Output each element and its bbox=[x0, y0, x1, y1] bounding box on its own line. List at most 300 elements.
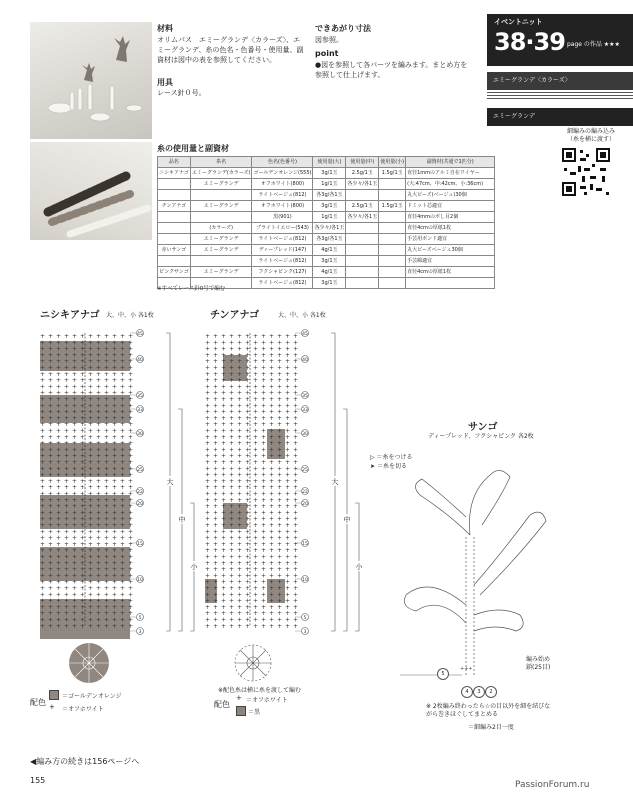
svg-text:+: + bbox=[245, 534, 251, 542]
svg-text:+: + bbox=[40, 433, 46, 441]
svg-text:+: + bbox=[120, 616, 126, 624]
svg-text:+: + bbox=[245, 559, 251, 567]
svg-text:+: + bbox=[221, 339, 227, 347]
svg-text:+: + bbox=[245, 597, 251, 605]
svg-text:+: + bbox=[269, 364, 275, 372]
svg-text:+: + bbox=[120, 553, 126, 561]
svg-text:+: + bbox=[269, 370, 275, 378]
svg-text:+: + bbox=[40, 477, 46, 485]
svg-text:+: + bbox=[285, 540, 291, 548]
row-marker-label: 10 bbox=[137, 577, 143, 583]
svg-text:+: + bbox=[64, 540, 70, 548]
svg-text:+: + bbox=[277, 408, 283, 416]
svg-text:+: + bbox=[40, 616, 46, 624]
svg-text:+: + bbox=[88, 414, 94, 422]
svg-text:+: + bbox=[261, 553, 267, 561]
svg-text:+: + bbox=[245, 402, 251, 410]
svg-text:+: + bbox=[213, 351, 219, 359]
svg-text:+: + bbox=[253, 333, 259, 340]
svg-text:+: + bbox=[104, 522, 110, 529]
svg-text:+: + bbox=[293, 465, 299, 473]
svg-text:+: + bbox=[104, 610, 110, 618]
svg-text:+: + bbox=[128, 452, 134, 460]
svg-text:+: + bbox=[120, 610, 126, 618]
svg-text:+: + bbox=[80, 484, 86, 492]
table-row bbox=[158, 245, 495, 256]
svg-text:+: + bbox=[293, 358, 299, 366]
svg-text:+: + bbox=[72, 351, 78, 359]
svg-text:+: + bbox=[285, 490, 291, 498]
svg-text:+: + bbox=[285, 370, 291, 378]
svg-text:+: + bbox=[229, 572, 235, 580]
svg-text:+: + bbox=[253, 364, 259, 372]
svg-text:+: + bbox=[237, 333, 243, 340]
svg-text:+: + bbox=[80, 433, 86, 441]
svg-text:+: + bbox=[128, 339, 134, 347]
svg-text:+: + bbox=[104, 597, 110, 605]
svg-text:+: + bbox=[293, 622, 299, 630]
svg-text:+: + bbox=[112, 377, 118, 385]
svg-text:+: + bbox=[120, 528, 126, 536]
svg-text:+: + bbox=[269, 547, 275, 555]
svg-text:+: + bbox=[229, 427, 235, 435]
table-cell: ピンクサンゴ bbox=[158, 267, 191, 278]
svg-text:+: + bbox=[112, 433, 118, 441]
svg-text:+: + bbox=[128, 509, 134, 517]
svg-text:+: + bbox=[88, 585, 94, 592]
svg-text:+: + bbox=[245, 414, 251, 422]
svg-text:+: + bbox=[245, 578, 251, 586]
svg-text:+: + bbox=[88, 484, 94, 492]
svg-text:+: + bbox=[253, 503, 259, 511]
svg-text:+: + bbox=[293, 402, 299, 410]
svg-text:+: + bbox=[88, 333, 94, 340]
svg-text:+: + bbox=[285, 351, 291, 359]
svg-text:+: + bbox=[229, 522, 235, 529]
svg-text:+: + bbox=[120, 477, 126, 485]
coral-attach-legend: ▷ ＝糸をつける bbox=[370, 454, 413, 461]
svg-text:+: + bbox=[229, 421, 235, 429]
svg-text:+: + bbox=[64, 402, 70, 410]
svg-text:+: + bbox=[88, 446, 94, 454]
table-header: 副資材(共通で1匹分) bbox=[406, 157, 495, 168]
svg-text:+: + bbox=[229, 490, 235, 498]
table-header: 糸名 bbox=[190, 157, 252, 168]
table-cell bbox=[158, 190, 191, 201]
svg-text:+: + bbox=[104, 377, 110, 385]
table-cell bbox=[346, 245, 379, 256]
svg-text:+: + bbox=[293, 509, 299, 517]
svg-text:+: + bbox=[64, 578, 70, 586]
svg-text:+: + bbox=[205, 351, 211, 359]
svg-text:+: + bbox=[213, 370, 219, 378]
svg-text:+: + bbox=[96, 345, 102, 353]
svg-text:+: + bbox=[293, 490, 299, 498]
table-cell bbox=[346, 278, 379, 289]
svg-text:+: + bbox=[237, 421, 243, 429]
svg-text:+: + bbox=[64, 616, 70, 624]
svg-text:+: + bbox=[56, 522, 62, 529]
svg-text:+: + bbox=[56, 358, 62, 366]
svg-text:+: + bbox=[64, 452, 70, 460]
svg-text:+: + bbox=[64, 433, 70, 441]
svg-text:+: + bbox=[285, 597, 291, 605]
svg-text:+: + bbox=[56, 572, 62, 580]
svg-text:+: + bbox=[72, 358, 78, 366]
eel-figures bbox=[30, 142, 152, 240]
svg-text:+: + bbox=[112, 452, 118, 460]
svg-text:+: + bbox=[40, 603, 46, 611]
svg-text:+: + bbox=[213, 591, 219, 599]
svg-text:+: + bbox=[88, 622, 94, 630]
svg-text:+: + bbox=[64, 465, 70, 473]
svg-text:+: + bbox=[261, 610, 267, 618]
svg-text:+: + bbox=[277, 459, 283, 466]
qr-code-icon[interactable] bbox=[562, 148, 610, 196]
svg-text:+: + bbox=[261, 547, 267, 555]
svg-text:+: + bbox=[253, 553, 259, 561]
size-bracket-label: 小 bbox=[190, 563, 198, 571]
svg-text:+: + bbox=[269, 345, 275, 353]
svg-text:+: + bbox=[253, 603, 259, 611]
svg-text:+: + bbox=[253, 484, 259, 492]
svg-text:+: + bbox=[213, 440, 219, 448]
svg-text:+: + bbox=[80, 578, 86, 586]
svg-text:+: + bbox=[120, 559, 126, 567]
qr-caption-1: 細編みの編み込み bbox=[566, 128, 615, 135]
svg-text:+: + bbox=[261, 402, 267, 410]
svg-text:+: + bbox=[253, 591, 259, 599]
svg-text:+: + bbox=[253, 540, 259, 548]
svg-text:+: + bbox=[285, 484, 291, 492]
svg-text:+: + bbox=[221, 358, 227, 366]
svg-text:+: + bbox=[128, 572, 134, 580]
svg-text:+: + bbox=[253, 396, 259, 403]
svg-text:+: + bbox=[253, 459, 259, 466]
svg-text:+: + bbox=[229, 547, 235, 555]
svg-text:+: + bbox=[96, 534, 102, 542]
table-cell bbox=[158, 256, 191, 267]
svg-text:+: + bbox=[261, 616, 267, 624]
svg-text:+: + bbox=[213, 540, 219, 548]
point-body: ●図を参照して各パーツを編みます。まとめ方を参照して仕上げます。 bbox=[315, 61, 468, 79]
svg-text:+: + bbox=[213, 484, 219, 492]
svg-text:+: + bbox=[128, 389, 134, 397]
svg-text:+: + bbox=[269, 408, 275, 416]
table-cell: 1.5g/1玉 bbox=[379, 201, 406, 212]
svg-text:+: + bbox=[245, 566, 251, 574]
svg-text:+: + bbox=[40, 578, 46, 586]
svg-text:+: + bbox=[245, 396, 251, 403]
table-cell bbox=[379, 245, 406, 256]
svg-text:+: + bbox=[269, 452, 275, 460]
svg-text:+: + bbox=[120, 421, 126, 429]
svg-text:+: + bbox=[88, 465, 94, 473]
svg-text:+: + bbox=[261, 585, 267, 592]
svg-text:+: + bbox=[48, 503, 54, 511]
svg-text:+: + bbox=[80, 490, 86, 498]
table-cell: 3g/1玉 bbox=[313, 256, 346, 267]
svg-text:+: + bbox=[96, 477, 102, 485]
svg-text:+: + bbox=[229, 440, 235, 448]
svg-text:+: + bbox=[48, 566, 54, 574]
svg-text:+: + bbox=[245, 616, 251, 624]
svg-text:+: + bbox=[277, 427, 283, 435]
svg-text:+: + bbox=[80, 364, 86, 372]
svg-text:+: + bbox=[221, 490, 227, 498]
row-marker-label: 15 bbox=[302, 541, 308, 547]
svg-text:+: + bbox=[80, 389, 86, 397]
svg-text:+: + bbox=[104, 515, 110, 523]
svg-text:+: + bbox=[237, 414, 243, 422]
svg-text:+: + bbox=[128, 490, 134, 498]
svg-text:+: + bbox=[213, 578, 219, 586]
svg-text:+: + bbox=[269, 333, 275, 340]
table-cell bbox=[158, 212, 191, 223]
table-cell: エミーグランデ bbox=[190, 267, 252, 278]
svg-text:+: + bbox=[40, 333, 46, 340]
svg-text:+: + bbox=[128, 427, 134, 435]
svg-text:+: + bbox=[56, 540, 62, 548]
svg-text:+: + bbox=[80, 345, 86, 353]
svg-text:+: + bbox=[104, 433, 110, 441]
svg-text:+: + bbox=[72, 503, 78, 511]
svg-text:+: + bbox=[56, 433, 62, 441]
svg-text:+: + bbox=[72, 610, 78, 618]
coral-stitch-diagram bbox=[370, 455, 590, 705]
svg-text:+: + bbox=[56, 622, 62, 630]
svg-text:+: + bbox=[213, 459, 219, 466]
svg-text:+: + bbox=[237, 591, 243, 599]
svg-text:+: + bbox=[261, 484, 267, 492]
yarn-bar-1 bbox=[487, 72, 633, 90]
svg-text:+: + bbox=[128, 459, 134, 466]
svg-text:+: + bbox=[277, 610, 283, 618]
svg-text:+: + bbox=[213, 553, 219, 561]
table-cell: ライトベージュ(812) bbox=[252, 190, 313, 201]
svg-text:+: + bbox=[104, 528, 110, 536]
svg-text:+: + bbox=[253, 610, 259, 618]
svg-text:+: + bbox=[285, 528, 291, 536]
svg-text:+: + bbox=[277, 421, 283, 429]
svg-text:+: + bbox=[205, 339, 211, 347]
svg-text:+: + bbox=[237, 490, 243, 498]
table-cell bbox=[158, 223, 191, 234]
svg-text:+: + bbox=[205, 553, 211, 561]
svg-text:+: + bbox=[96, 503, 102, 511]
svg-text:+: + bbox=[213, 339, 219, 347]
svg-text:+: + bbox=[88, 433, 94, 441]
svg-text:+: + bbox=[72, 414, 78, 422]
svg-text:+: + bbox=[253, 496, 259, 504]
svg-text:+: + bbox=[277, 358, 283, 366]
svg-text:+: + bbox=[253, 585, 259, 592]
svg-text:+: + bbox=[205, 566, 211, 574]
svg-text:+: + bbox=[120, 572, 126, 580]
svg-text:+: + bbox=[245, 364, 251, 372]
svg-text:+: + bbox=[253, 566, 259, 574]
table-row bbox=[158, 179, 495, 190]
row-marker-label: 35 bbox=[137, 393, 143, 399]
svg-text:+: + bbox=[88, 402, 94, 410]
svg-text:+: + bbox=[72, 553, 78, 561]
svg-text:+: + bbox=[80, 496, 86, 504]
svg-text:+: + bbox=[253, 414, 259, 422]
svg-text:+: + bbox=[277, 414, 283, 422]
svg-text:+: + bbox=[213, 421, 219, 429]
svg-text:+: + bbox=[205, 484, 211, 492]
svg-text:+: + bbox=[205, 559, 211, 567]
svg-text:+: + bbox=[112, 534, 118, 542]
table-cell bbox=[158, 234, 191, 245]
svg-text:+: + bbox=[205, 402, 211, 410]
svg-text:+: + bbox=[285, 345, 291, 353]
svg-text:+: + bbox=[128, 383, 134, 391]
svg-text:+: + bbox=[104, 421, 110, 429]
svg-text:+: + bbox=[80, 358, 86, 366]
svg-text:+: + bbox=[72, 528, 78, 536]
svg-text:+: + bbox=[88, 490, 94, 498]
svg-text:+: + bbox=[104, 345, 110, 353]
svg-text:+: + bbox=[80, 522, 86, 529]
svg-text:+: + bbox=[128, 402, 134, 410]
svg-text:+: + bbox=[205, 440, 211, 448]
svg-text:+: + bbox=[205, 377, 211, 385]
svg-text:+: + bbox=[128, 484, 134, 492]
svg-text:+: + bbox=[277, 402, 283, 410]
svg-text:+: + bbox=[205, 370, 211, 378]
left-chart-sub: 大、中、小 各1枚 bbox=[106, 312, 154, 319]
svg-text:+: + bbox=[269, 427, 275, 435]
svg-text:+: + bbox=[229, 414, 235, 422]
svg-text:+: + bbox=[229, 515, 235, 523]
continue-link[interactable]: ◀編み方の続きは156ページへ bbox=[30, 757, 140, 766]
svg-text:+: + bbox=[253, 515, 259, 523]
svg-text:+: + bbox=[237, 603, 243, 611]
table-extra-cell: 直径4cmの厚紙1枚 bbox=[406, 267, 495, 278]
svg-text:+: + bbox=[277, 452, 283, 460]
table-cell: 各少々/各1玉 bbox=[346, 179, 379, 190]
svg-text:+: + bbox=[285, 578, 291, 586]
svg-text:+: + bbox=[72, 597, 78, 605]
svg-text:+: + bbox=[48, 383, 54, 391]
svg-text:+: + bbox=[96, 414, 102, 422]
svg-text:+: + bbox=[96, 559, 102, 567]
svg-text:+: + bbox=[237, 566, 243, 574]
svg-text:+: + bbox=[48, 427, 54, 435]
svg-text:+: + bbox=[104, 496, 110, 504]
svg-text:+: + bbox=[261, 566, 267, 574]
svg-text:+: + bbox=[80, 559, 86, 567]
svg-text:+: + bbox=[56, 377, 62, 385]
table-row bbox=[158, 256, 495, 267]
table-cell: 1g/1玉 bbox=[313, 179, 346, 190]
svg-text:+: + bbox=[88, 421, 94, 429]
row-marker-4: 4 bbox=[461, 686, 473, 698]
svg-text:+: + bbox=[277, 370, 283, 378]
svg-text:+: + bbox=[205, 503, 211, 511]
svg-text:+: + bbox=[285, 522, 291, 529]
svg-text:+: + bbox=[64, 345, 70, 353]
svg-text:+: + bbox=[213, 616, 219, 624]
svg-text:+: + bbox=[80, 616, 86, 624]
svg-text:+: + bbox=[128, 477, 134, 485]
svg-text:+: + bbox=[229, 377, 235, 385]
svg-text:+: + bbox=[293, 427, 299, 435]
svg-text:+: + bbox=[72, 471, 78, 479]
svg-text:+: + bbox=[96, 471, 102, 479]
svg-text:+: + bbox=[120, 402, 126, 410]
svg-text:+: + bbox=[80, 503, 86, 511]
svg-text:+: + bbox=[128, 522, 134, 529]
table-cell bbox=[190, 190, 252, 201]
svg-text:+: + bbox=[96, 585, 102, 592]
svg-text:+: + bbox=[285, 364, 291, 372]
svg-text:+: + bbox=[261, 509, 267, 517]
svg-text:+: + bbox=[120, 566, 126, 574]
svg-text:+: + bbox=[269, 534, 275, 542]
svg-text:+: + bbox=[229, 578, 235, 586]
svg-text:+: + bbox=[104, 364, 110, 372]
svg-text:+: + bbox=[96, 370, 102, 378]
svg-text:+: + bbox=[128, 610, 134, 618]
svg-text:+: + bbox=[48, 597, 54, 605]
svg-text:+: + bbox=[40, 465, 46, 473]
row-marker-label: 35 bbox=[302, 393, 308, 399]
svg-text:+: + bbox=[205, 389, 211, 397]
svg-text:+++: +++ bbox=[460, 666, 473, 672]
svg-text:+: + bbox=[112, 389, 118, 397]
svg-text:+: + bbox=[72, 566, 78, 574]
coral-figures bbox=[30, 22, 152, 139]
svg-text:+: + bbox=[229, 459, 235, 466]
header-number: 38·39 bbox=[494, 28, 565, 56]
svg-text:+: + bbox=[88, 377, 94, 385]
svg-text:+: + bbox=[56, 440, 62, 448]
svg-text:+: + bbox=[229, 484, 235, 492]
svg-text:+: + bbox=[112, 484, 118, 492]
table-cell: エミーグランデ(カラーズ) bbox=[190, 168, 252, 179]
table-cell: フクシャピンク(127) bbox=[252, 267, 313, 278]
table-cell: ゴールデンオレンジ(555) bbox=[252, 168, 313, 179]
svg-text:+: + bbox=[40, 351, 46, 359]
table-cell: 2.5g/1玉 bbox=[346, 168, 379, 179]
svg-text:+: + bbox=[269, 383, 275, 391]
svg-text:+: + bbox=[293, 553, 299, 561]
svg-text:+: + bbox=[245, 389, 251, 397]
svg-text:+: + bbox=[245, 427, 251, 435]
svg-text:+: + bbox=[112, 333, 118, 340]
svg-text:+: + bbox=[56, 509, 62, 517]
svg-text:+: + bbox=[237, 389, 243, 397]
svg-text:+: + bbox=[229, 534, 235, 542]
svg-text:+: + bbox=[245, 503, 251, 511]
svg-text:+: + bbox=[261, 433, 267, 441]
svg-text:+: + bbox=[56, 396, 62, 403]
svg-text:+: + bbox=[237, 383, 243, 391]
svg-text:+: + bbox=[112, 591, 118, 599]
svg-text:+: + bbox=[221, 515, 227, 523]
svg-text:+: + bbox=[96, 591, 102, 599]
svg-text:+: + bbox=[96, 597, 102, 605]
size-bracket-label: 中 bbox=[343, 516, 351, 524]
svg-text:+: + bbox=[221, 389, 227, 397]
table-cell bbox=[379, 256, 406, 267]
row-marker-label: 33 bbox=[137, 407, 143, 413]
svg-text:+: + bbox=[269, 515, 275, 523]
svg-text:+: + bbox=[285, 534, 291, 542]
svg-text:+: + bbox=[221, 566, 227, 574]
